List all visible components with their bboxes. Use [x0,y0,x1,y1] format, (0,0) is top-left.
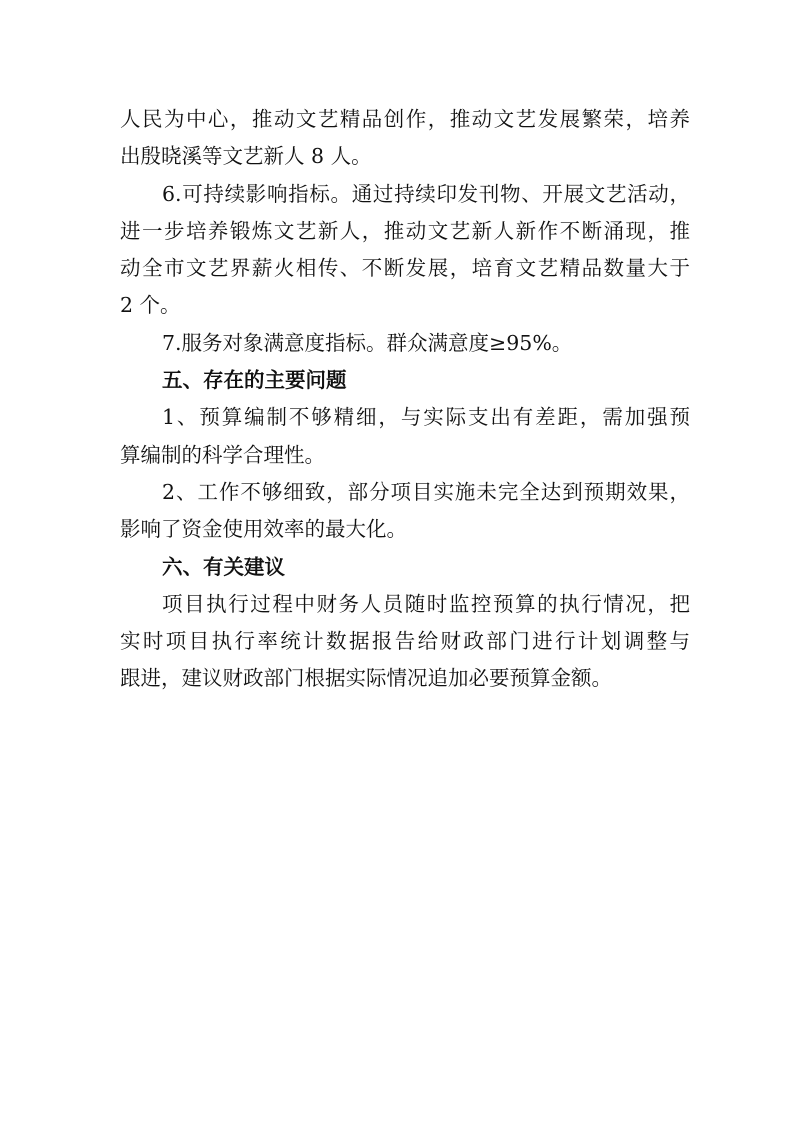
paragraph-sustainable-impact [120,176,690,325]
paragraph-continuation [120,101,690,176]
text-line: 人民为中心，推动文艺精品创作，推动文艺发展繁荣，培养 [120,107,690,131]
text-line: 算编制的科学合理性。 [120,442,325,467]
section-heading-problems: 五、存在的主要问题 [162,368,347,393]
text-line: 6.可持续影响指标。通过持续印发刊物、开展文艺活动， [162,181,690,206]
text-line: 进一步培养锻炼文艺新人，推动文艺新人新作不断涌现，推 [120,218,690,243]
text-line: 实时项目执行率统计数据报告给财政部门进行计划调整与 [120,629,690,654]
paragraph-problem-1 [120,399,690,474]
text-line: 出殷晓溪等文艺新人 8 人。 [120,144,372,169]
text-line: 7.服务对象满意度指标。群众满意度≥95%。 [162,330,573,355]
text-line: 2、工作不够细致，部分项目实施未完全达到预期效果， [162,479,690,504]
text-line: 1、预算编制不够精细，与实际支出有差距，需加强预 [162,405,690,430]
section-heading-suggestions: 六、有关建议 [162,554,285,579]
paragraph-satisfaction [120,325,690,362]
document-body [120,101,690,698]
text-line: 动全市文艺界薪火相传、不断发展，培育文艺精品数量大于 [120,256,690,281]
text-line: 2 个。 [120,293,181,318]
text-line: 项目执行过程中财务人员随时监控预算的执行情况，把 [162,591,690,616]
paragraph-suggestion [120,586,690,698]
text-line: 影响了资金使用效率的最大化。 [120,517,407,542]
text-line: 跟进，建议财政部门根据实际情况追加必要预算金额。 [120,666,612,691]
paragraph-problem-2 [120,474,690,549]
